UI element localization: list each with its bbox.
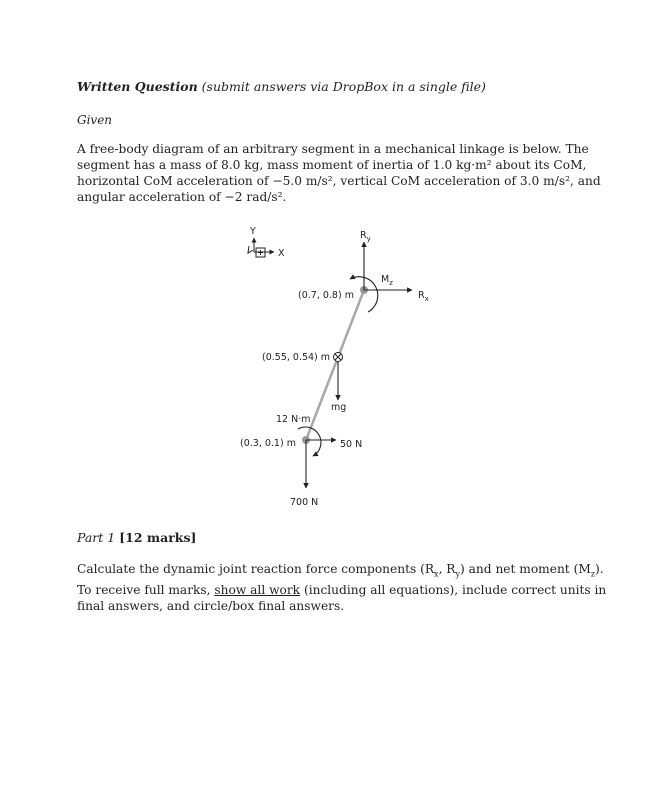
coordinate-axes-icon [248,238,274,257]
moment-label: 12 N·m [276,414,311,425]
part1-marks: [12 marks] [119,530,197,545]
given-paragraph: A free-body diagram of an arbitrary segment in a mechanical linkage is below. The segment has a mass of 8.0 kg, mass moment of inertia of 1.0 kg·m² about its CoM, horizontal CoM acceleration of −5.0 m/s², vertical CoM acceleration of 3.0 m/s², and angular acceleration of −2 rad/s². [77,142,601,204]
axis-y-label: Y [250,226,256,237]
com-point-label: (0.55, 0.54) m [262,352,331,363]
part1-heading [77,530,196,545]
segment-line [306,290,364,440]
part1-label: Part 1 [77,530,116,545]
force-v-label: 700 N [290,497,319,508]
underlined-emphasis: show all work [214,583,301,598]
part1-paragraph: Calculate the dynamic joint reaction force components ($R_x$, $R_y$) and net moment $(M_z)$. To receive full marks, show all work (including all equations), include correct units in final answers, and circle/box final answers. [77,562,607,614]
force-h-label: 50 N [340,439,363,450]
mg-label: mg [331,402,347,413]
heading-title: Written Question [77,79,198,94]
heading-instruction: (submit answers via DropBox in a single file) [201,79,486,94]
mz-label: $M_z$ [381,274,393,287]
axis-x-label: X [278,248,285,259]
rx-label: $R_x$ [418,290,429,303]
ry-label: $R_y$ [360,230,371,243]
given-label: Given [77,113,113,127]
top-point-label: (0.7, 0.8) m [298,290,354,301]
bottom-point-label: (0.3, 0.1) m [240,438,296,449]
